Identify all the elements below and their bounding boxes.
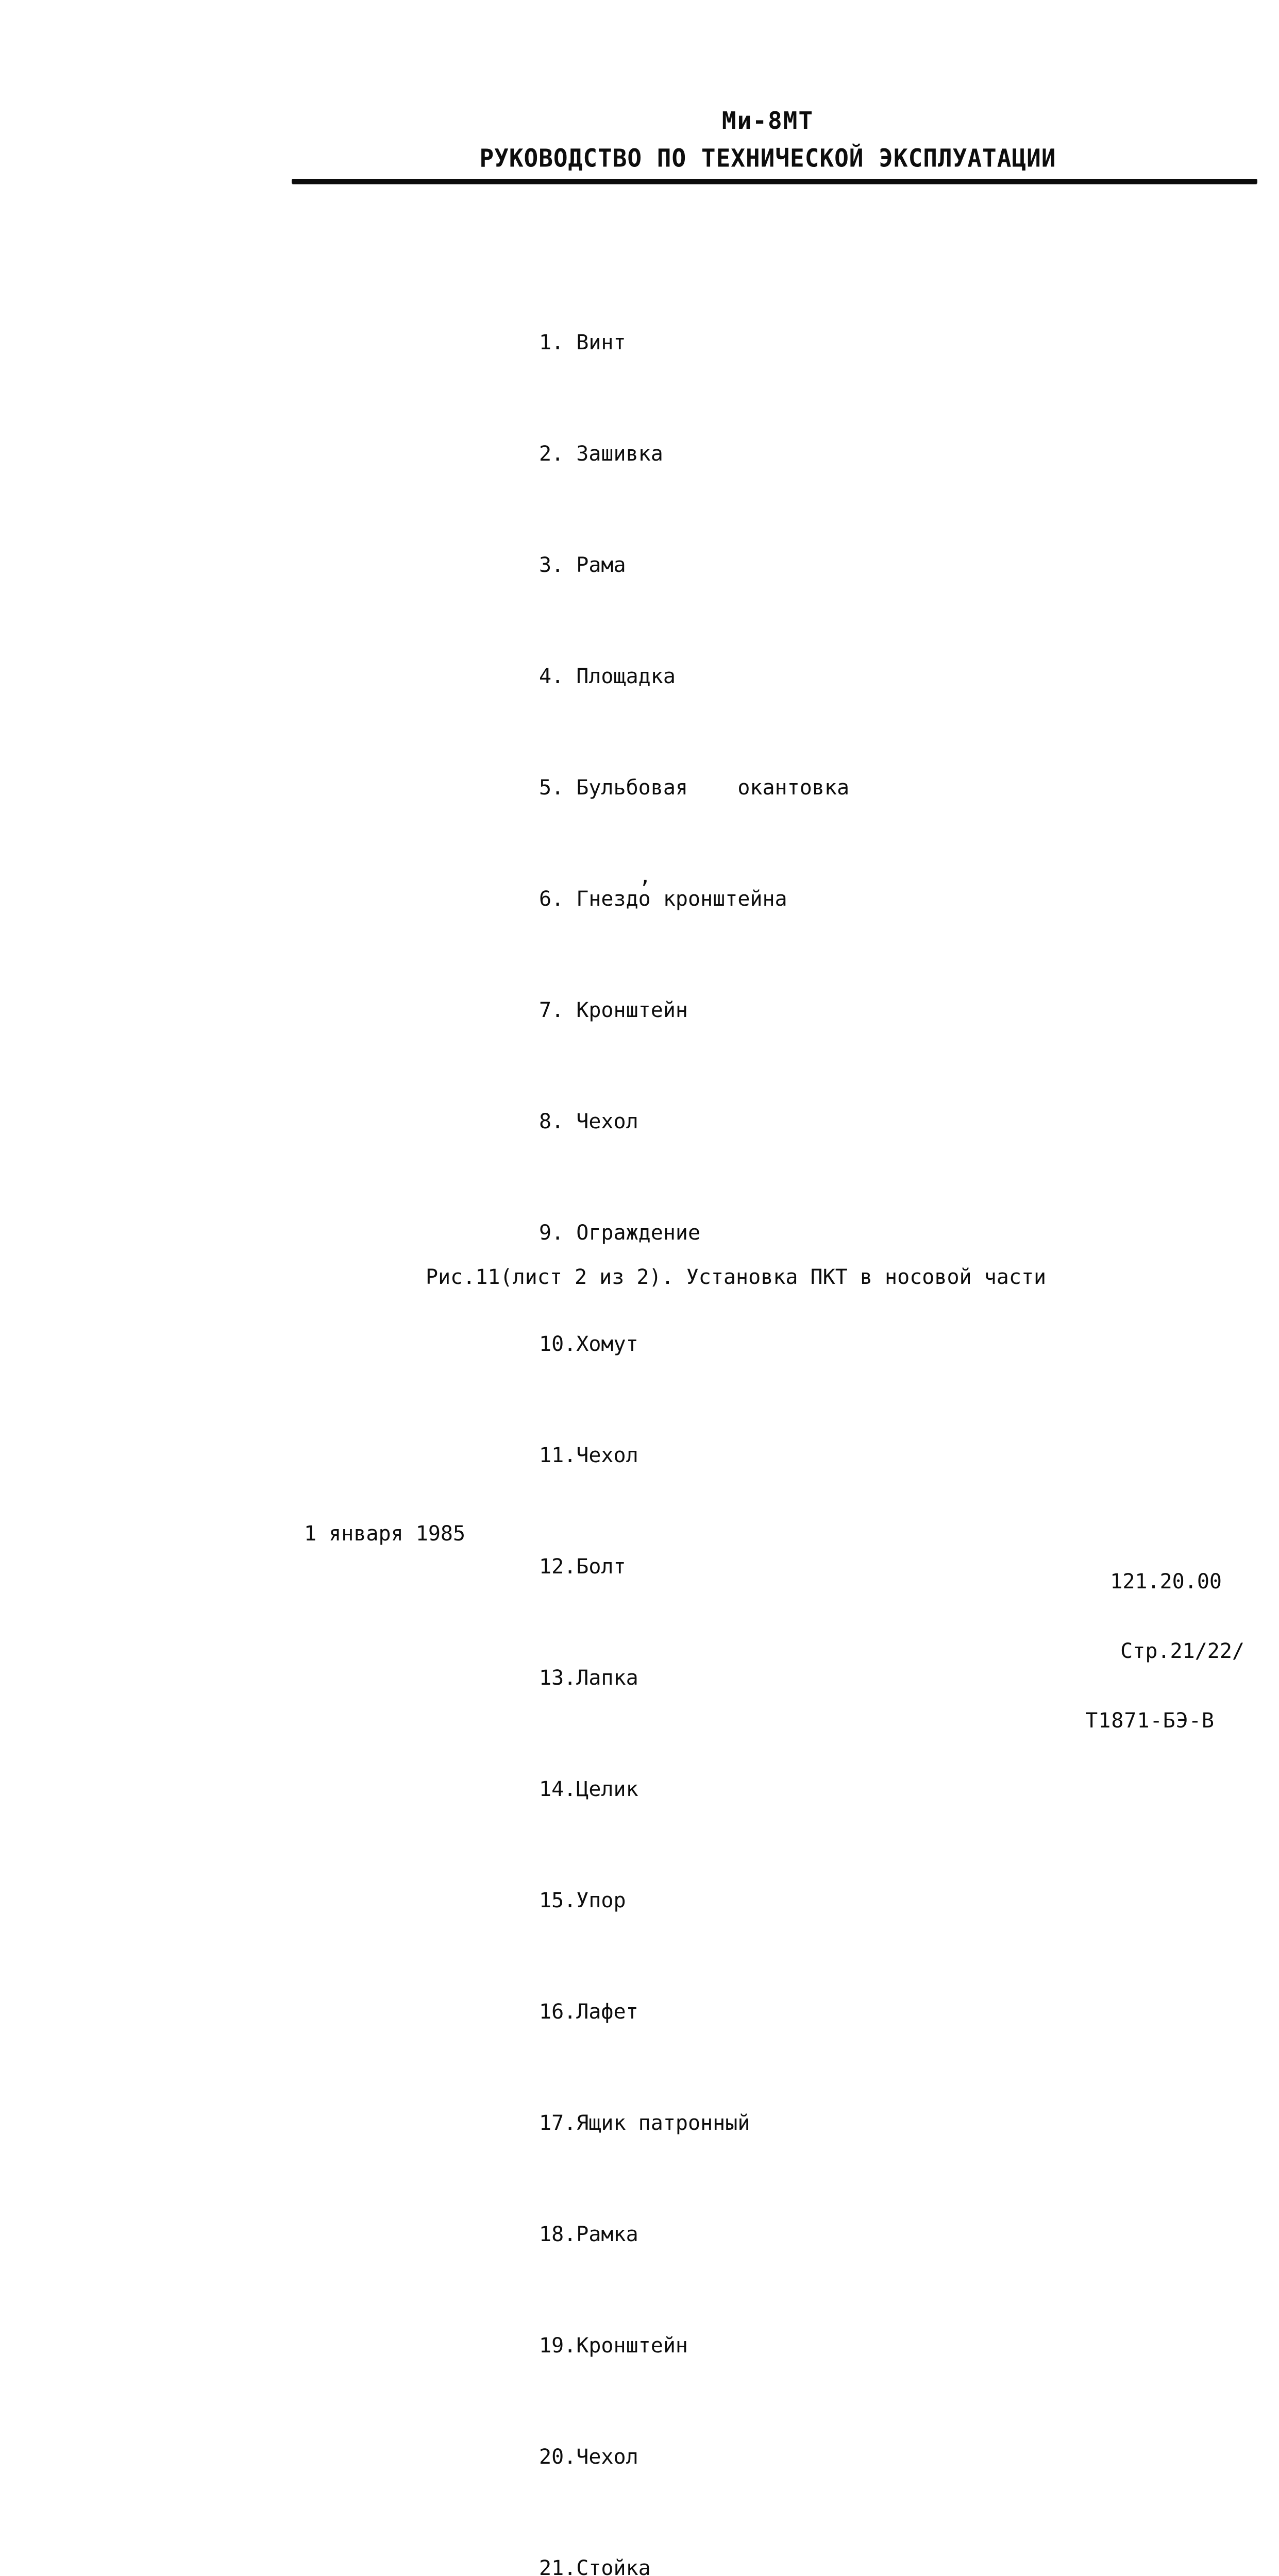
list-item: 4. Площадка [539,665,676,688]
parts-list [539,250,986,2576]
list-item: 8. Чехол [539,1110,638,1133]
list-item: 21.Стойка [539,2556,651,2576]
list-item: 2. Зашивка [539,442,663,466]
list-item: 5. Бульбовая окантовка [539,776,850,800]
list-item: 15.Упор [539,1889,626,1912]
list-item: 13.Лапка [539,1666,638,1690]
list-item: 18.Рамка [539,2223,638,2246]
list-item: 14.Целик [539,1777,638,1801]
list-item: 1. Винт [539,331,626,354]
list-item: 9. Ограждение [539,1221,701,1245]
list-item: 12.Болт [539,1555,626,1579]
list-item: 6. Гнездо кронштейна [539,887,787,911]
list-item: 11.Чехол [539,1444,638,1467]
scan-artifact-mark: , [639,865,652,888]
document-code: Т1871-БЭ-В [1085,1709,1215,1733]
list-item: 3. Рама [539,553,626,577]
list-item: 17.Ящик патронный [539,2111,750,2135]
page-number: Стр.21/22/ [1120,1639,1244,1663]
doc-reference-block [1085,1524,1244,1779]
list-item: 7. Кронштейн [539,998,688,1022]
aircraft-model-heading: Ми-8МТ [721,107,814,134]
manual-title-heading: РУКОВОДСТВО ПО ТЕХНИЧЕСКОЙ ЭКСПЛУАТАЦИИ [479,143,1056,173]
section-number: 121.20.00 [1110,1570,1222,1594]
header-divider-rule [292,179,1257,184]
revision-date: 1 января 1985 [304,1522,466,1546]
list-item: 20.Чехол [539,2445,638,2469]
list-item: 19.Кронштейн [539,2334,688,2358]
list-item: 16.Лафет [539,2000,638,2024]
list-item: 10.Хомут [539,1332,638,1356]
figure-caption: Рис.11(лист 2 из 2). Установка ПКТ в носовой части [426,1265,1047,1289]
